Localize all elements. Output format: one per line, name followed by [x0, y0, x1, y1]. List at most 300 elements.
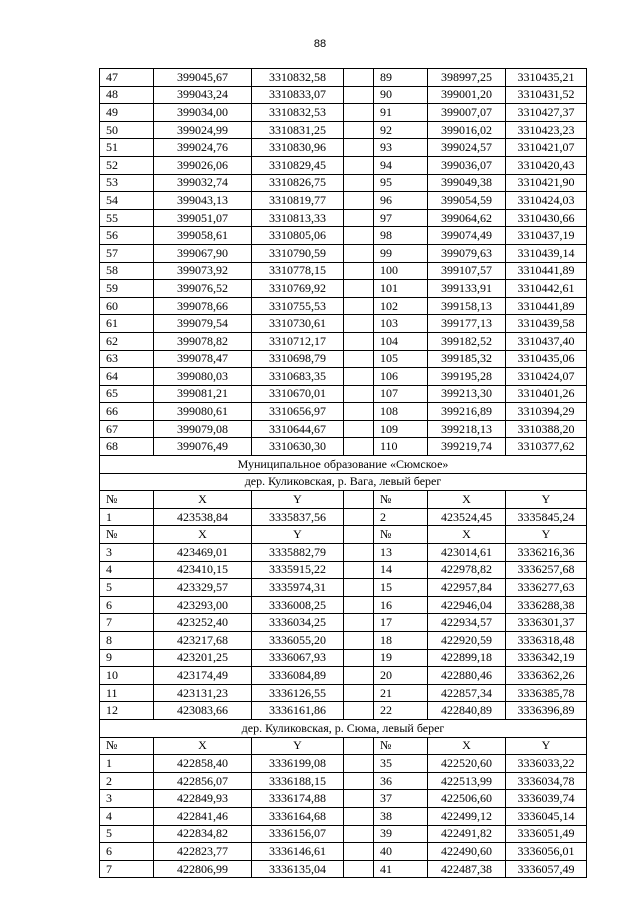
table-cell: 422849,93 — [154, 790, 252, 808]
table-cell: 2 — [374, 508, 428, 526]
table-cell: Y — [506, 526, 587, 544]
table-cell: 422506,60 — [428, 790, 506, 808]
table-cell: 399218,13 — [428, 420, 506, 438]
table-cell: 35 — [374, 755, 428, 773]
table-cell: 422513,99 — [428, 772, 506, 790]
table-cell: 3310698,79 — [252, 350, 344, 368]
table-row — [100, 438, 587, 456]
table-row — [100, 561, 587, 579]
table-cell: 13 — [374, 544, 428, 562]
table-cell: 422487,38 — [428, 860, 506, 878]
table-cell: 399133,91 — [428, 280, 506, 298]
table-cell — [344, 385, 374, 403]
table-cell: 14 — [374, 561, 428, 579]
table-cell: 103 — [374, 315, 428, 333]
table-cell: 3335882,79 — [252, 544, 344, 562]
table-cell: 423131,23 — [154, 684, 252, 702]
table-cell: X — [428, 737, 506, 755]
table-cell: 61 — [100, 315, 154, 333]
table-cell: дер. Куликовская, р. Вага, левый берег — [100, 473, 587, 491]
table-cell: 3336156,07 — [252, 825, 344, 843]
table-cell: 3336396,89 — [506, 702, 587, 720]
table-cell: 399079,63 — [428, 244, 506, 262]
table-cell: Муниципальное образование «Сюмское» — [100, 456, 587, 474]
table-cell: 399195,28 — [428, 368, 506, 386]
table-cell: 3310730,61 — [252, 315, 344, 333]
table-cell: 399016,02 — [428, 121, 506, 139]
table-cell: 3310819,77 — [252, 192, 344, 210]
table-cell — [344, 104, 374, 122]
table-cell: 3335915,22 — [252, 561, 344, 579]
table-row — [100, 244, 587, 262]
table-cell: 8 — [100, 632, 154, 650]
table-cell: 399045,67 — [154, 69, 252, 87]
table-cell: 399051,07 — [154, 209, 252, 227]
table-cell: 91 — [374, 104, 428, 122]
table-cell: 422490,60 — [428, 843, 506, 861]
table-cell: 67 — [100, 420, 154, 438]
table-cell — [344, 156, 374, 174]
table-cell: 399076,52 — [154, 280, 252, 298]
header-row — [100, 737, 587, 755]
table-cell: 3336288,38 — [506, 596, 587, 614]
table-row — [100, 121, 587, 139]
table-cell: 55 — [100, 209, 154, 227]
table-cell: 3310377,62 — [506, 438, 587, 456]
table-cell: 3310441,89 — [506, 297, 587, 315]
table-cell: 3310831,25 — [252, 121, 344, 139]
table-cell: 3336257,68 — [506, 561, 587, 579]
table-row — [100, 860, 587, 878]
table-cell: 423217,68 — [154, 632, 252, 650]
table-cell: 47 — [100, 69, 154, 87]
table-row — [100, 403, 587, 421]
table-cell: 3336051,49 — [506, 825, 587, 843]
table-cell — [344, 755, 374, 773]
table-cell — [344, 860, 374, 878]
table-cell — [344, 667, 374, 685]
table-cell: 3310670,01 — [252, 385, 344, 403]
table-cell: 3336188,15 — [252, 772, 344, 790]
table-cell: 423329,57 — [154, 579, 252, 597]
table-row — [100, 755, 587, 773]
table-row — [100, 104, 587, 122]
table-cell: 399058,61 — [154, 227, 252, 245]
table-cell: 3336199,08 — [252, 755, 344, 773]
table-cell: 7 — [100, 614, 154, 632]
table-cell: X — [154, 737, 252, 755]
table-cell: 423014,61 — [428, 544, 506, 562]
table-cell: 423083,66 — [154, 702, 252, 720]
table-cell: 399034,00 — [154, 104, 252, 122]
table-cell: 423410,15 — [154, 561, 252, 579]
table-cell — [344, 86, 374, 104]
table-cell: 18 — [374, 632, 428, 650]
table-cell: 3310832,58 — [252, 69, 344, 87]
table-cell: Y — [506, 737, 587, 755]
table-cell: 5 — [100, 825, 154, 843]
table-row — [100, 174, 587, 192]
table-cell: 422491,82 — [428, 825, 506, 843]
table-row — [100, 86, 587, 104]
table-cell: 68 — [100, 438, 154, 456]
table-cell: 21 — [374, 684, 428, 702]
table-cell: 399078,82 — [154, 332, 252, 350]
table-row — [100, 649, 587, 667]
table-cell: 3310644,67 — [252, 420, 344, 438]
table-cell — [344, 790, 374, 808]
table-cell: 399026,06 — [154, 156, 252, 174]
table-cell: 3336126,55 — [252, 684, 344, 702]
table-cell: 105 — [374, 350, 428, 368]
table-cell: 423252,40 — [154, 614, 252, 632]
table-cell: 3336161,86 — [252, 702, 344, 720]
table-cell: 54 — [100, 192, 154, 210]
table-cell: 3310388,20 — [506, 420, 587, 438]
table-cell — [344, 579, 374, 597]
table-row — [100, 297, 587, 315]
table-cell: 399036,07 — [428, 156, 506, 174]
table-cell: 3336318,48 — [506, 632, 587, 650]
table-cell: 399216,89 — [428, 403, 506, 421]
table-cell: 3336174,88 — [252, 790, 344, 808]
table-cell: 3310437,19 — [506, 227, 587, 245]
table-cell: 40 — [374, 843, 428, 861]
table-cell: 3310439,14 — [506, 244, 587, 262]
table-cell: 19 — [374, 649, 428, 667]
table-cell: 62 — [100, 332, 154, 350]
table-row — [100, 825, 587, 843]
table-cell: 3310832,53 — [252, 104, 344, 122]
table-row — [100, 192, 587, 210]
table-cell: 3336385,78 — [506, 684, 587, 702]
table-cell: 12 — [100, 702, 154, 720]
table-cell: Y — [252, 526, 344, 544]
table-cell: 423469,01 — [154, 544, 252, 562]
table-cell: 57 — [100, 244, 154, 262]
table-cell: 3336056,01 — [506, 843, 587, 861]
table-cell — [344, 508, 374, 526]
table-cell: 3336033,22 — [506, 755, 587, 773]
table-cell: 399024,57 — [428, 139, 506, 157]
table-cell: 422920,59 — [428, 632, 506, 650]
table-cell: 3336067,93 — [252, 649, 344, 667]
table-cell — [344, 209, 374, 227]
table-cell: 5 — [100, 579, 154, 597]
table-row — [100, 209, 587, 227]
table-cell: 423201,25 — [154, 649, 252, 667]
table-cell: 399064,62 — [428, 209, 506, 227]
table-cell: 2 — [100, 772, 154, 790]
table-row — [100, 667, 587, 685]
table-cell — [344, 297, 374, 315]
table-cell: 3310826,75 — [252, 174, 344, 192]
table-cell: 3310435,21 — [506, 69, 587, 87]
table-cell: 3335837,56 — [252, 508, 344, 526]
table-cell — [344, 649, 374, 667]
table-cell: 65 — [100, 385, 154, 403]
table-cell: 422934,57 — [428, 614, 506, 632]
table-cell — [344, 491, 374, 509]
table-row — [100, 596, 587, 614]
table-cell: 101 — [374, 280, 428, 298]
table-row — [100, 262, 587, 280]
table-cell: 422520,60 — [428, 755, 506, 773]
table-cell: 399043,24 — [154, 86, 252, 104]
table-cell — [344, 544, 374, 562]
table-cell: 3310423,23 — [506, 121, 587, 139]
table-cell: дер. Куликовская, р. Сюма, левый берег — [100, 719, 587, 737]
table-cell — [344, 772, 374, 790]
table-cell — [344, 702, 374, 720]
table-cell — [344, 825, 374, 843]
table-cell: 3310421,07 — [506, 139, 587, 157]
table-cell: 50 — [100, 121, 154, 139]
table-cell: 3336301,37 — [506, 614, 587, 632]
table-cell: 3310427,37 — [506, 104, 587, 122]
table-cell: 399182,52 — [428, 332, 506, 350]
table-cell — [344, 438, 374, 456]
table-cell: X — [428, 491, 506, 509]
table-cell: 3310755,53 — [252, 297, 344, 315]
table-cell: 422978,82 — [428, 561, 506, 579]
table-cell: 3310683,35 — [252, 368, 344, 386]
table-cell — [344, 174, 374, 192]
table-cell: 110 — [374, 438, 428, 456]
table-cell — [344, 69, 374, 87]
table-cell: 92 — [374, 121, 428, 139]
table-cell: 399067,90 — [154, 244, 252, 262]
table-cell: 3 — [100, 544, 154, 562]
table-cell: 3310630,30 — [252, 438, 344, 456]
table-cell: 3310833,07 — [252, 86, 344, 104]
table-cell: 399079,54 — [154, 315, 252, 333]
page-number: 88 — [313, 38, 327, 50]
table-cell: 3310430,66 — [506, 209, 587, 227]
table-cell: 49 — [100, 104, 154, 122]
table-cell: 423524,45 — [428, 508, 506, 526]
table-cell: 399177,13 — [428, 315, 506, 333]
table-cell: 422823,77 — [154, 843, 252, 861]
section-title-row — [100, 719, 587, 737]
table-cell: 3310401,26 — [506, 385, 587, 403]
table-cell: 3336034,78 — [506, 772, 587, 790]
table-cell: 399158,13 — [428, 297, 506, 315]
table-row — [100, 614, 587, 632]
table-cell: 4 — [100, 807, 154, 825]
table-cell: 3336034,25 — [252, 614, 344, 632]
table-row — [100, 579, 587, 597]
table-cell — [344, 332, 374, 350]
table-cell: 39 — [374, 825, 428, 843]
table-cell: 89 — [374, 69, 428, 87]
table-row — [100, 544, 587, 562]
table-cell: 3310431,52 — [506, 86, 587, 104]
table-cell: 3310805,06 — [252, 227, 344, 245]
table-cell: 3336084,89 — [252, 667, 344, 685]
table-cell: 3336342,19 — [506, 649, 587, 667]
table-row — [100, 702, 587, 720]
table-cell: 3 — [100, 790, 154, 808]
table-cell — [344, 684, 374, 702]
table-cell: 37 — [374, 790, 428, 808]
table-cell: 36 — [374, 772, 428, 790]
table-cell: 60 — [100, 297, 154, 315]
table-row — [100, 843, 587, 861]
table-cell: 3310790,59 — [252, 244, 344, 262]
table-cell — [344, 350, 374, 368]
table-cell: 3310424,03 — [506, 192, 587, 210]
table-cell: 109 — [374, 420, 428, 438]
table-cell — [344, 614, 374, 632]
table-cell: 3310437,40 — [506, 332, 587, 350]
table-cell: 48 — [100, 86, 154, 104]
table-cell: 6 — [100, 596, 154, 614]
table-cell: № — [100, 526, 154, 544]
table-cell: 3336008,25 — [252, 596, 344, 614]
table-cell: 16 — [374, 596, 428, 614]
table-cell: 399213,30 — [428, 385, 506, 403]
table-row — [100, 684, 587, 702]
table-row — [100, 632, 587, 650]
table-cell: № — [374, 526, 428, 544]
table-cell: 6 — [100, 843, 154, 861]
table-cell: 399074,49 — [428, 227, 506, 245]
table-cell: 422946,04 — [428, 596, 506, 614]
table-cell: 399079,08 — [154, 420, 252, 438]
table-cell: 3310435,06 — [506, 350, 587, 368]
table-cell — [344, 632, 374, 650]
table-cell: 3310420,43 — [506, 156, 587, 174]
table-cell: 93 — [374, 139, 428, 157]
table-cell: 3336055,20 — [252, 632, 344, 650]
table-cell: 106 — [374, 368, 428, 386]
table-cell: 3336216,36 — [506, 544, 587, 562]
table-cell: 398997,25 — [428, 69, 506, 87]
table-cell: 399078,66 — [154, 297, 252, 315]
table-cell: 3336164,68 — [252, 807, 344, 825]
table-cell: 98 — [374, 227, 428, 245]
table-cell: 3310829,45 — [252, 156, 344, 174]
table-cell: 1 — [100, 755, 154, 773]
table-cell: 53 — [100, 174, 154, 192]
table-cell: 399107,57 — [428, 262, 506, 280]
section-title-row — [100, 473, 587, 491]
table-cell: 52 — [100, 156, 154, 174]
table-cell: 90 — [374, 86, 428, 104]
table-row — [100, 280, 587, 298]
table-cell: 97 — [374, 209, 428, 227]
table-cell: 66 — [100, 403, 154, 421]
table-cell: X — [428, 526, 506, 544]
table-cell: № — [100, 737, 154, 755]
table-cell: Y — [252, 491, 344, 509]
table-row — [100, 790, 587, 808]
table-cell: 422957,84 — [428, 579, 506, 597]
table-cell — [344, 526, 374, 544]
table-cell: 3310769,92 — [252, 280, 344, 298]
table-cell: 64 — [100, 368, 154, 386]
table-cell: 3310712,17 — [252, 332, 344, 350]
table-cell: 399080,61 — [154, 403, 252, 421]
table-cell — [344, 420, 374, 438]
table-cell: 3310813,33 — [252, 209, 344, 227]
table-cell — [344, 807, 374, 825]
table-row — [100, 227, 587, 245]
table-cell: 7 — [100, 860, 154, 878]
table-cell: 102 — [374, 297, 428, 315]
table-cell — [344, 244, 374, 262]
table-cell — [344, 121, 374, 139]
table-row — [100, 69, 587, 87]
table-row — [100, 139, 587, 157]
table-cell: 3310656,97 — [252, 403, 344, 421]
table-cell: 15 — [374, 579, 428, 597]
table-cell: 3310424,07 — [506, 368, 587, 386]
table-cell: 1 — [100, 508, 154, 526]
header-row — [100, 526, 587, 544]
table-cell: 399080,03 — [154, 368, 252, 386]
table-cell: 3335845,24 — [506, 508, 587, 526]
table-row — [100, 332, 587, 350]
table-cell: № — [374, 737, 428, 755]
table-cell: 95 — [374, 174, 428, 192]
coordinates-table — [99, 68, 587, 878]
table-cell: 3335974,31 — [252, 579, 344, 597]
table-row — [100, 508, 587, 526]
table-cell: 399032,74 — [154, 174, 252, 192]
table-cell: 17 — [374, 614, 428, 632]
table-cell: 423174,49 — [154, 667, 252, 685]
table-cell: 3336135,04 — [252, 860, 344, 878]
table-cell: 3310394,29 — [506, 403, 587, 421]
table-cell: 422880,46 — [428, 667, 506, 685]
table-cell — [344, 139, 374, 157]
table-cell: 51 — [100, 139, 154, 157]
table-cell: 99 — [374, 244, 428, 262]
table-cell: 58 — [100, 262, 154, 280]
table-row — [100, 368, 587, 386]
table-cell: 399073,92 — [154, 262, 252, 280]
table-cell: 3336362,26 — [506, 667, 587, 685]
table-cell — [344, 227, 374, 245]
table-cell: № — [100, 491, 154, 509]
table-cell — [344, 192, 374, 210]
table-cell — [344, 561, 374, 579]
table-cell: 3310439,58 — [506, 315, 587, 333]
table-cell: Y — [506, 491, 587, 509]
table-cell — [344, 315, 374, 333]
table-cell: 423293,00 — [154, 596, 252, 614]
table-cell: 399081,21 — [154, 385, 252, 403]
table-cell: 423538,84 — [154, 508, 252, 526]
table-cell: 399219,74 — [428, 438, 506, 456]
table-cell: 10 — [100, 667, 154, 685]
table-cell: 56 — [100, 227, 154, 245]
table-cell: 399078,47 — [154, 350, 252, 368]
table-cell: 422857,34 — [428, 684, 506, 702]
table-cell — [344, 737, 374, 755]
table-cell — [344, 368, 374, 386]
table-cell: 59 — [100, 280, 154, 298]
table-cell: 107 — [374, 385, 428, 403]
header-row — [100, 491, 587, 509]
table-cell — [344, 262, 374, 280]
table-cell — [344, 596, 374, 614]
table-cell: 63 — [100, 350, 154, 368]
table-cell: 22 — [374, 702, 428, 720]
table-cell: 422899,18 — [428, 649, 506, 667]
